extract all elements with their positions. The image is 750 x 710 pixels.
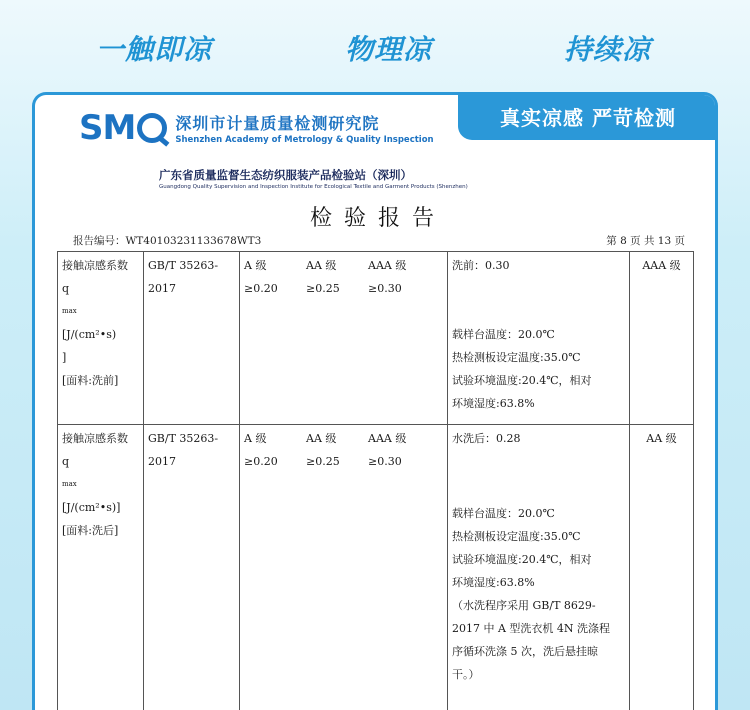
condition-line: 序循环洗涤 5 次，洗后悬挂晾 bbox=[452, 645, 598, 658]
report-number bbox=[73, 233, 261, 248]
tagline-lasting-cool: 持续凉 bbox=[564, 33, 652, 66]
org-header bbox=[79, 105, 434, 151]
levels-cell bbox=[240, 425, 448, 710]
condition-line: 环境湿度:63.8% bbox=[452, 397, 535, 410]
item-line: 接触凉感系数 bbox=[62, 432, 128, 445]
report-title: 检验报告 bbox=[309, 206, 446, 231]
page-info: 第 8 页 共 13 页 bbox=[606, 235, 685, 247]
standard-line: 2017 bbox=[148, 282, 176, 295]
table-row bbox=[58, 252, 694, 425]
level-name: A 级 bbox=[244, 432, 267, 445]
level-name: A 级 bbox=[244, 259, 267, 272]
item-line: [面料:洗后] bbox=[62, 524, 119, 537]
smq-q-icon bbox=[137, 113, 167, 143]
station-name-en: Guangdong Quality Supervision and Inspection Institute for Ecological Textile and Garment Products (Shenzhen) bbox=[159, 184, 468, 190]
org-name-en: Shenzhen Academy of Metrology & Quality Inspection bbox=[175, 135, 434, 145]
level-value: ≥0.30 bbox=[368, 455, 402, 468]
result-cell bbox=[448, 425, 630, 710]
station-name-cn: 广东省质量监督生态纺织服装产品检验站（深圳） bbox=[159, 168, 412, 182]
condition-line: 试验环境温度:20.4℃，相对 bbox=[452, 553, 592, 566]
report-number-value: WT40103231133678WT3 bbox=[125, 235, 262, 247]
condition-line: 2017 中 A 型洗衣机 4N 洗涤程 bbox=[452, 622, 611, 635]
standard-line: GB/T 35263- bbox=[148, 259, 219, 272]
result-head: 水洗后：0.28 bbox=[452, 432, 521, 445]
condition-line: 环境湿度:63.8% bbox=[452, 576, 535, 589]
grade-cell: AAA 级 bbox=[630, 252, 694, 425]
standard-cell bbox=[144, 252, 240, 425]
tagline-physical-cool: 物理凉 bbox=[345, 33, 433, 66]
item-cell bbox=[58, 252, 144, 425]
org-name bbox=[175, 111, 433, 145]
item-line: [面料:洗前] bbox=[62, 374, 119, 387]
level-value: ≥0.30 bbox=[368, 282, 402, 295]
condition-line: 热检测板设定温度:35.0℃ bbox=[452, 351, 581, 364]
level-name: AA 级 bbox=[306, 259, 337, 272]
level-name: AAA 级 bbox=[368, 259, 407, 272]
badge-real-cool: 真实凉感 严苛检测 bbox=[458, 92, 718, 140]
results-table bbox=[57, 251, 694, 710]
result-head: 洗前：0.30 bbox=[452, 259, 510, 272]
condition-line: 干。） bbox=[452, 668, 480, 681]
level-value: ≥0.25 bbox=[306, 455, 340, 468]
condition-line: 热检测板设定温度:35.0℃ bbox=[452, 530, 581, 543]
org-name-cn: 深圳市计量质量检测研究院 bbox=[175, 114, 380, 133]
station-header bbox=[159, 167, 468, 190]
item-line: 接触凉感系数 bbox=[62, 259, 128, 272]
level-name: AA 级 bbox=[306, 432, 337, 445]
condition-line: 载样台温度：20.0℃ bbox=[452, 507, 555, 520]
grade-cell: AA 级 bbox=[630, 425, 694, 710]
report-number-label: 报告编号： bbox=[73, 235, 126, 247]
item-line: ] bbox=[62, 351, 67, 364]
level-value: ≥0.20 bbox=[244, 455, 278, 468]
smq-logo bbox=[79, 108, 167, 148]
level-value: ≥0.20 bbox=[244, 282, 278, 295]
table-row bbox=[58, 425, 694, 710]
level-value: ≥0.25 bbox=[306, 282, 340, 295]
taglines-bar bbox=[0, 0, 750, 92]
tagline-instant-cool: 一触即凉 bbox=[96, 33, 213, 66]
condition-line: 试验环境温度:20.4℃，相对 bbox=[452, 374, 592, 387]
levels-cell bbox=[240, 252, 448, 425]
item-cell bbox=[58, 425, 144, 710]
level-name: AAA 级 bbox=[368, 432, 407, 445]
condition-line: （水洗程序采用 GB/T 8629- bbox=[452, 599, 596, 612]
standard-cell bbox=[144, 425, 240, 710]
item-line: q max [J/(cm²•s)] bbox=[62, 455, 121, 514]
condition-line: 载样台温度：20.0℃ bbox=[452, 328, 555, 341]
result-cell bbox=[448, 252, 630, 425]
smq-logo-text: SM bbox=[79, 108, 136, 148]
item-line: q max [J/(cm²•s) bbox=[62, 282, 117, 341]
standard-line: 2017 bbox=[148, 455, 176, 468]
report-frame bbox=[32, 92, 718, 710]
standard-line: GB/T 35263- bbox=[148, 432, 219, 445]
